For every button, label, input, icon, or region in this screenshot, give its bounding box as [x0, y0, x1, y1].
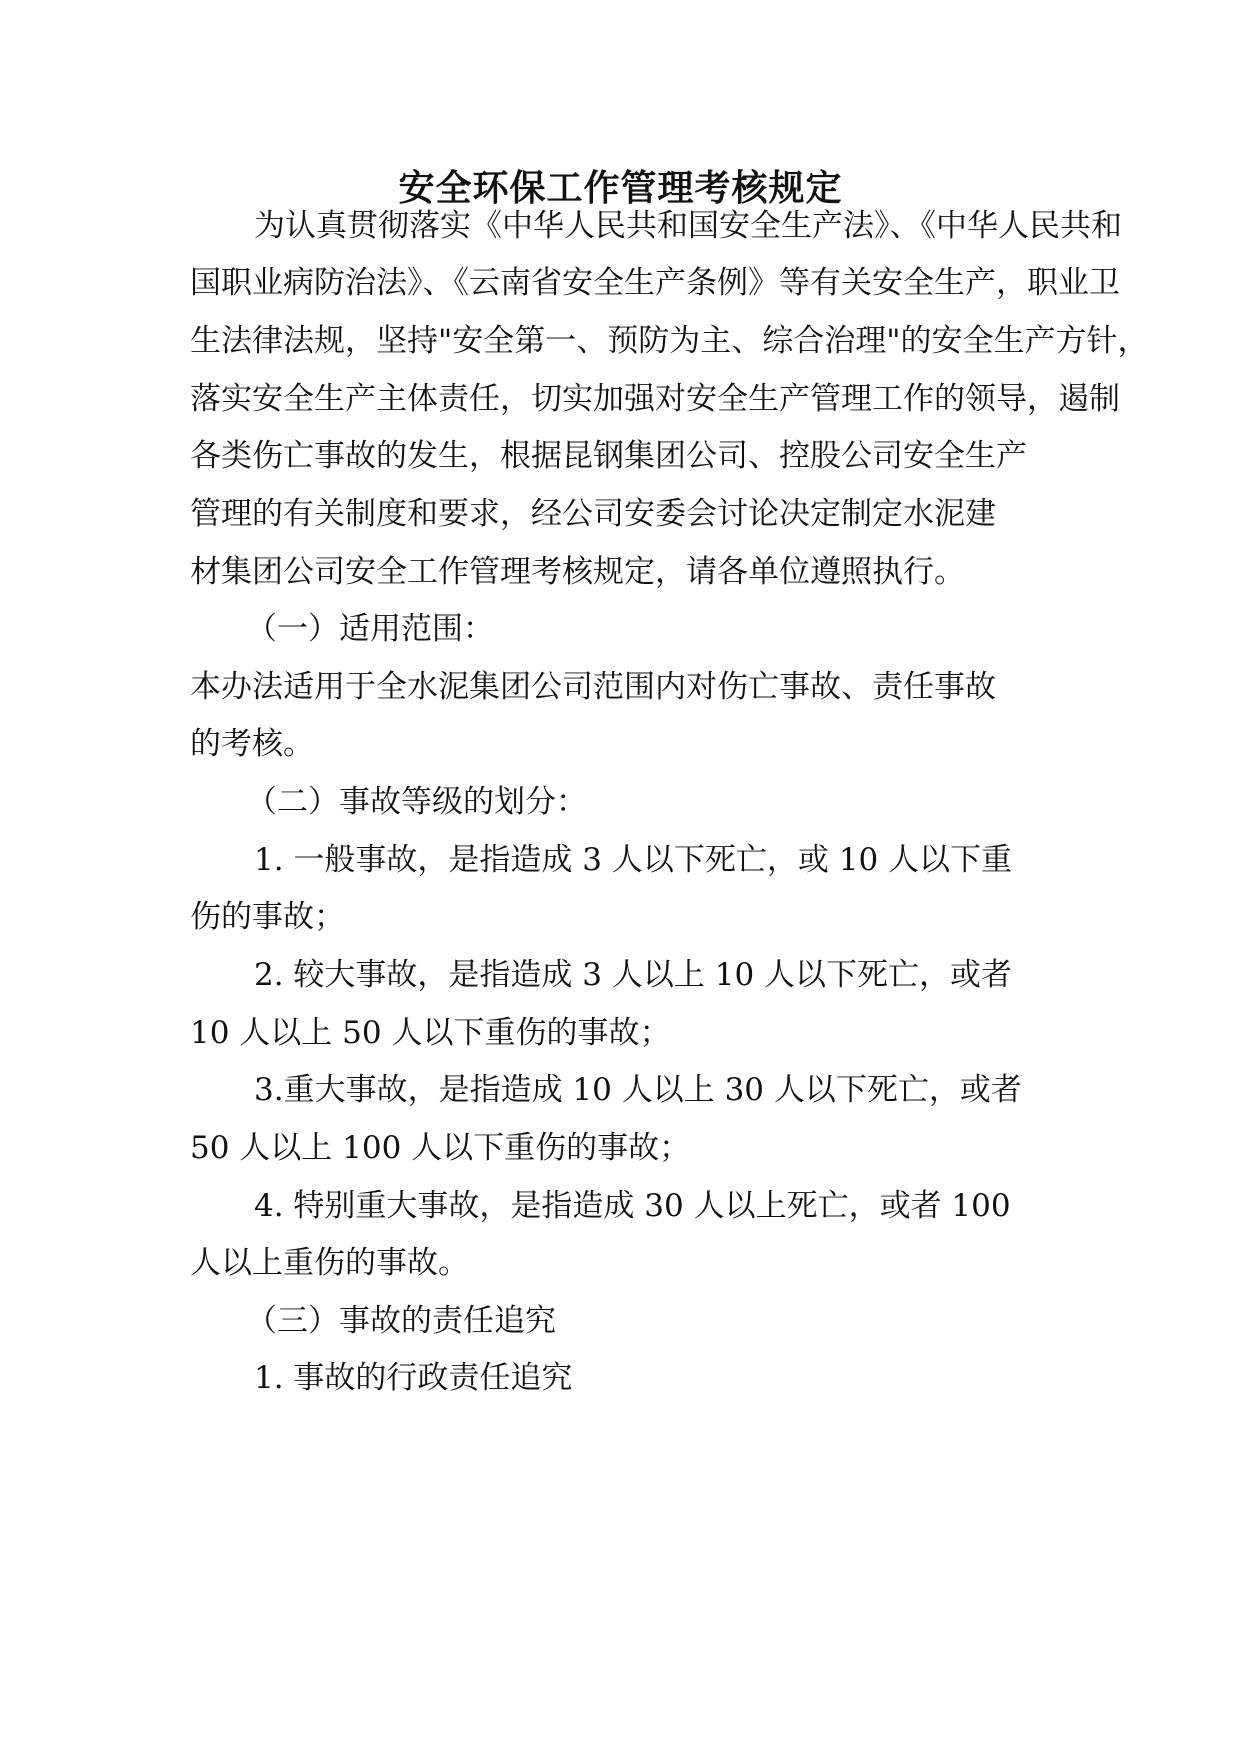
level-item-2-line-1: 2. 较大事故，是指造成 3 人以上 10 人以下死亡，或者: [254, 957, 1013, 993]
level-item-1-line-2: 伤的事故；: [190, 899, 345, 935]
section-heading-liability: （三）事故的责任追究: [246, 1303, 556, 1339]
intro-line-4: 落实安全生产主体责任，切实加强对安全生产管理工作的领导，遏制: [190, 381, 1120, 417]
liability-item-1: 1. 事故的行政责任追究: [254, 1360, 573, 1396]
intro-line-1: 为认真贯彻落实《中华人民共和国安全生产法》、《中华人民共和: [254, 208, 1122, 244]
intro-line-5: 各类伤亡事故的发生，根据昆钢集团公司、控股公司安全生产: [190, 438, 1027, 474]
intro-line-7: 材集团公司安全工作管理考核规定，请各单位遵照执行。: [190, 554, 965, 590]
section-heading-levels: （二）事故等级的划分：: [246, 784, 587, 820]
level-item-4-line-1: 4. 特别重大事故，是指造成 30 人以上死亡，或者 100: [254, 1188, 1011, 1224]
section-heading-scope: （一）适用范围：: [246, 611, 494, 647]
scope-line-2: 的考核。: [190, 726, 314, 762]
intro-line-6: 管理的有关制度和要求，经公司安委会讨论决定制定水泥建: [190, 496, 996, 532]
level-item-1-line-1: 1. 一般事故，是指造成 3 人以下死亡，或 10 人以下重: [254, 842, 1013, 878]
intro-line-3: 生法律法规，坚持"安全第一、预防为主、综合治理"的安全生产方针，: [190, 323, 1149, 359]
level-item-2-line-2: 10 人以上 50 人以下重伤的事故；: [190, 1015, 671, 1051]
level-item-3-line-1: 3.重大事故，是指造成 10 人以上 30 人以下死亡，或者: [254, 1072, 1022, 1108]
level-item-4-line-2: 人以上重伤的事故。: [190, 1245, 469, 1281]
scope-line-1: 本办法适用于全水泥集团公司范围内对伤亡事故、责任事故: [190, 669, 996, 705]
level-item-3-line-2: 50 人以上 100 人以下重伤的事故；: [190, 1130, 691, 1166]
intro-line-2: 国职业病防治法》、《云南省安全生产条例》等有关安全生产，职业卫: [190, 265, 1120, 301]
document-title: 安全环保工作管理考核规定: [398, 167, 843, 209]
